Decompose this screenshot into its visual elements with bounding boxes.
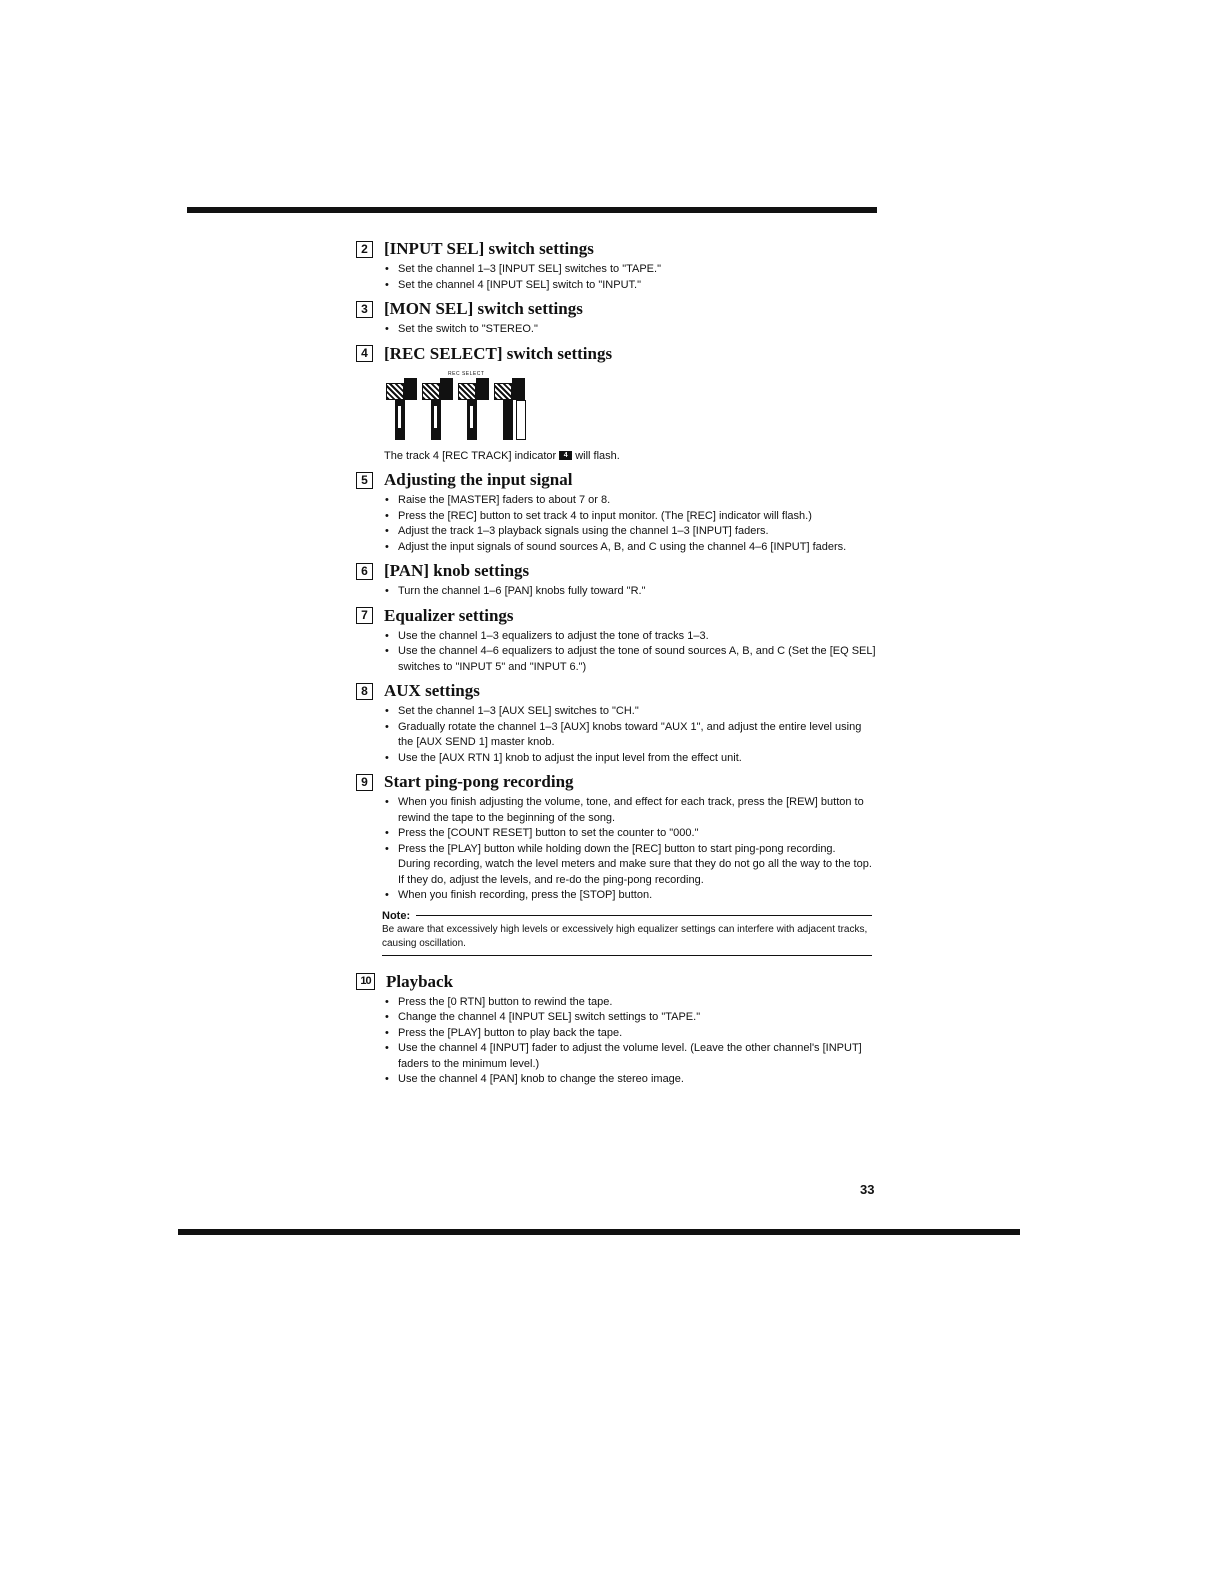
rec-track-caption: The track 4 [REC TRACK] indicator 4 will flash.	[384, 449, 620, 462]
section-title: [INPUT SEL] switch settings	[384, 239, 594, 258]
note-divider-bottom	[382, 955, 872, 956]
bullet-item: • Adjust the input signals of sound sources A, B, and C using the channel 4–6 [INPUT] faders.	[385, 540, 876, 556]
rec-select-diagram	[386, 371, 546, 443]
note-text: Be aware that excessively high levels or excessively high equalizer settings can interfere with adjacent tracks, causing oscillation.	[382, 923, 868, 949]
section-number: 4	[356, 345, 373, 362]
rec-select-switch-4	[494, 378, 528, 442]
page-number: 33	[860, 1182, 875, 1197]
section-title: Equalizer settings	[384, 605, 514, 625]
bullet-item: • Set the channel 1–3 [AUX SEL] switches to "CH."	[385, 704, 876, 720]
note-label: Note:	[382, 909, 411, 922]
bullet-item: • Press the [PLAY] button to play back the tape.	[385, 1026, 876, 1042]
rec-track-indicator-icon: 4	[559, 451, 572, 460]
section-number: 3	[356, 301, 373, 318]
top-rule	[187, 207, 877, 213]
section-title: Adjusting the input signal	[384, 470, 573, 489]
bullet-item: • Press the [REC] button to set track 4 to input monitor. (The [REC] indicator will flash.)	[385, 509, 876, 525]
section-aux	[356, 680, 876, 766]
section-equalizer	[356, 605, 876, 676]
bullet-item: • Use the channel 4 [INPUT] fader to adjust the volume level. (Leave the other channel's [INPUT] faders to the minimum level.)	[385, 1041, 876, 1072]
section-title: [MON SEL] switch settings	[384, 299, 583, 318]
section-number: 9	[356, 774, 373, 791]
note-divider	[416, 915, 872, 916]
bullet-item: • Set the switch to "STEREO."	[385, 322, 876, 338]
note-box	[382, 910, 872, 956]
section-number: 10	[356, 973, 375, 990]
section-title: AUX settings	[384, 681, 480, 700]
section-title: [PAN] knob settings	[384, 561, 530, 580]
bullet-item: • When you finish recording, press the [STOP] button.	[385, 888, 876, 904]
bullet-item: • Change the channel 4 [INPUT SEL] switch settings to "TAPE."	[385, 1010, 876, 1026]
bullet-item: • Use the channel 4–6 equalizers to adjust the tone of sound sources A, B, and C (Set the [EQ SEL] switches to "INPUT 5" and "INPUT 6.")	[385, 644, 876, 675]
bullet-item: • Adjust the track 1–3 playback signals using the channel 1–3 [INPUT] faders.	[385, 524, 876, 540]
page-content	[356, 238, 876, 1093]
bullet-item: • When you finish adjusting the volume, tone, and effect for each track, press the [REW] button to rewind the tape to the beginning of the song.	[385, 795, 876, 826]
bullet-item: • Use the channel 4 [PAN] knob to change the stereo image.	[385, 1072, 876, 1088]
recording-tip: During recording, watch the level meters and make sure that they do not go all the way to the top. If they do, adjust the levels, and re-do the ping-pong recording.	[398, 858, 872, 886]
rec-select-switch-1	[386, 378, 420, 442]
section-rec-select	[356, 343, 876, 465]
bullet-item: • Gradually rotate the channel 1–3 [AUX] knobs toward "AUX 1", and adjust the entire level using the [AUX SEND 1] master knob.	[385, 720, 876, 751]
bullet-item	[385, 842, 876, 889]
bullet-item: • Use the channel 1–3 equalizers to adjust the tone of tracks 1–3.	[385, 629, 876, 645]
rec-select-switch-3	[458, 378, 492, 442]
section-number: 2	[356, 241, 373, 258]
section-number: 5	[356, 472, 373, 489]
section-mon-sel	[356, 298, 876, 338]
section-title: Start ping-pong recording	[384, 772, 574, 791]
section-number: 7	[356, 607, 373, 624]
bullet-item: • Raise the [MASTER] faders to about 7 or 8.	[385, 493, 876, 509]
bullet-item: • Use the [AUX RTN 1] knob to adjust the input level from the effect unit.	[385, 751, 876, 767]
bullet-text: Press the [PLAY] button while holding down the [REC] button to start ping-pong recording.	[398, 842, 836, 855]
section-number: 6	[356, 563, 373, 580]
section-title: [REC SELECT] switch settings	[384, 343, 613, 363]
section-title: Playback	[386, 971, 454, 991]
bullet-item: • Turn the channel 1–6 [PAN] knobs fully toward "R."	[385, 584, 876, 600]
section-adjust-input	[356, 469, 876, 555]
rec-select-switch-2	[422, 378, 456, 442]
bottom-rule	[178, 1229, 1020, 1235]
bullet-item: • Press the [COUNT RESET] button to set the counter to "000."	[385, 826, 876, 842]
section-pan	[356, 560, 876, 600]
section-input-sel	[356, 238, 876, 293]
bullet-item: • Set the channel 4 [INPUT SEL] switch to "INPUT."	[385, 278, 876, 294]
bullet-item: • Press the [0 RTN] button to rewind the tape.	[385, 995, 876, 1011]
bullet-item: • Set the channel 1–3 [INPUT SEL] switches to "TAPE."	[385, 262, 876, 278]
section-playback	[356, 971, 876, 1088]
figure-label: REC SELECT	[448, 370, 485, 377]
section-ping-pong	[356, 771, 876, 956]
section-number: 8	[356, 683, 373, 700]
